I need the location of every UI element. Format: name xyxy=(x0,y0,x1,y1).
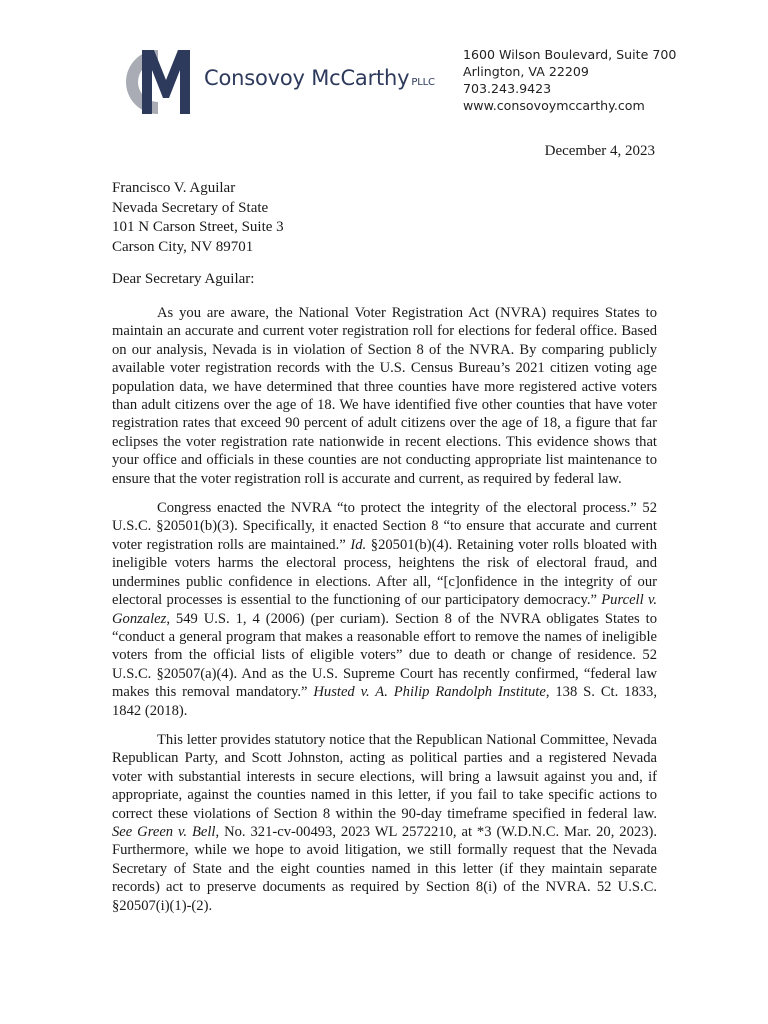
body-paragraph xyxy=(112,499,657,720)
paragraph-text: As you are aware, the National Voter Registration Act (NVRA) requires States to maintain an accurate and current voter registration roll for elections for federal office. Based on our analysis, Nevada is in violation of Section 8 of the NVRA. By comparing publicly available voter registration records with the U.S. Census Bureau’s 2021 citizen voting age population data, we have determined that three counties have more registered active voters than adult citizens over the age of 18. We have identified five other counties that have voter registration rates that exceed 90 percent of adult citizens over the age of 18, a figure that far eclipses the voter registration rate nationwide in recent elections. This evidence shows that your office and officials in these counties are not conducting appropriate list maintenance to ensure that the voter registration roll is accurate and current, as required by federal law. xyxy=(112,305,657,487)
citation-text: Id. xyxy=(350,536,367,553)
address-phone: 703.243.9423 xyxy=(463,81,552,96)
body-paragraph xyxy=(112,304,657,488)
citation-text: Purcell v. Gonzalez xyxy=(112,592,658,627)
paragraph-text: , No. 321-cv-00493, 2023 WL 2572210, at *3 (W.D.N.C. Mar. 20, 2023). Furthermore, while we hope to avoid litigation, we still formally request that the Nevada Secretary of State and the eight counties named in this letter (if they maintain separate records) act to preserve documents as required by Section 8(i) of the NVRA. 52 U.S.C. §20507(i)(1)-(2). xyxy=(112,823,657,914)
firm-suffix: PLLC xyxy=(411,77,435,88)
recipient-street: 101 N Carson Street, Suite 3 xyxy=(112,219,284,235)
body-paragraph xyxy=(112,731,657,915)
firm-address xyxy=(463,46,676,114)
recipient-name: Francisco V. Aguilar xyxy=(112,180,236,196)
letter-body xyxy=(112,304,657,926)
address-website: www.consovoymccarthy.com xyxy=(463,98,645,113)
paragraph-text: §20501(b)(4). Retaining voter rolls bloated with ineligible voters harms the electoral process, heightens the risk of electoral fraud, and undermines public confidence in elections. After all, “[c]onfidence in the integrity of our electoral processes is essential to the functioning of our participatory democracy.” xyxy=(112,536,657,609)
firm-name: Consovoy McCarthy PLLC xyxy=(204,66,435,90)
address-street: 1600 Wilson Boulevard, Suite 700 xyxy=(463,47,677,62)
citation-text: Husted v. A. Philip Randolph Institute xyxy=(313,684,546,701)
firm-logo xyxy=(118,44,435,120)
cm-monogram-icon xyxy=(118,44,198,120)
letter-date: December 4, 2023 xyxy=(544,143,655,159)
salutation: Dear Secretary Aguilar: xyxy=(112,271,255,287)
citation-text: See Green v. Bell xyxy=(112,823,216,840)
recipient-block xyxy=(112,179,284,257)
recipient-title: Nevada Secretary of State xyxy=(112,199,269,216)
recipient-city: Carson City, NV 89701 xyxy=(112,238,254,255)
paragraph-text: This letter provides statutory notice that the Republican National Committee, Nevada Republican Party, and Scott Johnston, acting as political parties and a registered Nevada voter with substantial interests in secure elections, will bring a lawsuit against you and, if appropriate, against the counties named in this letter, if you fail to take specific actions to correct these violations of Section 8 within the 90-day timeframe specified in federal law. xyxy=(112,731,657,822)
paragraph-text: , 549 U.S. 1, 4 (2006) (per curiam). Section 8 of the NVRA obligates States to “conduct a general program that makes a reasonable effort to remove the names of ineligible voters from the official lists of eligible voters” due to death or change of residence. 52 U.S.C. §20507(a)(4). And as the U.S. Supreme Court has recently confirmed, “federal law makes this removal mandatory.” xyxy=(112,610,657,701)
address-city: Arlington, VA 22209 xyxy=(463,64,589,79)
paragraph-text: , 138 S. Ct. 1833, 1842 (2018). xyxy=(112,684,657,719)
paragraph-text: Congress enacted the NVRA “to protect the integrity of the electoral process.” 52 U.S.C. §20501(b)(3). Specifically, it enacted Section 8 “to ensure that accurate and current voter registration rolls are maintained.” xyxy=(112,500,657,553)
